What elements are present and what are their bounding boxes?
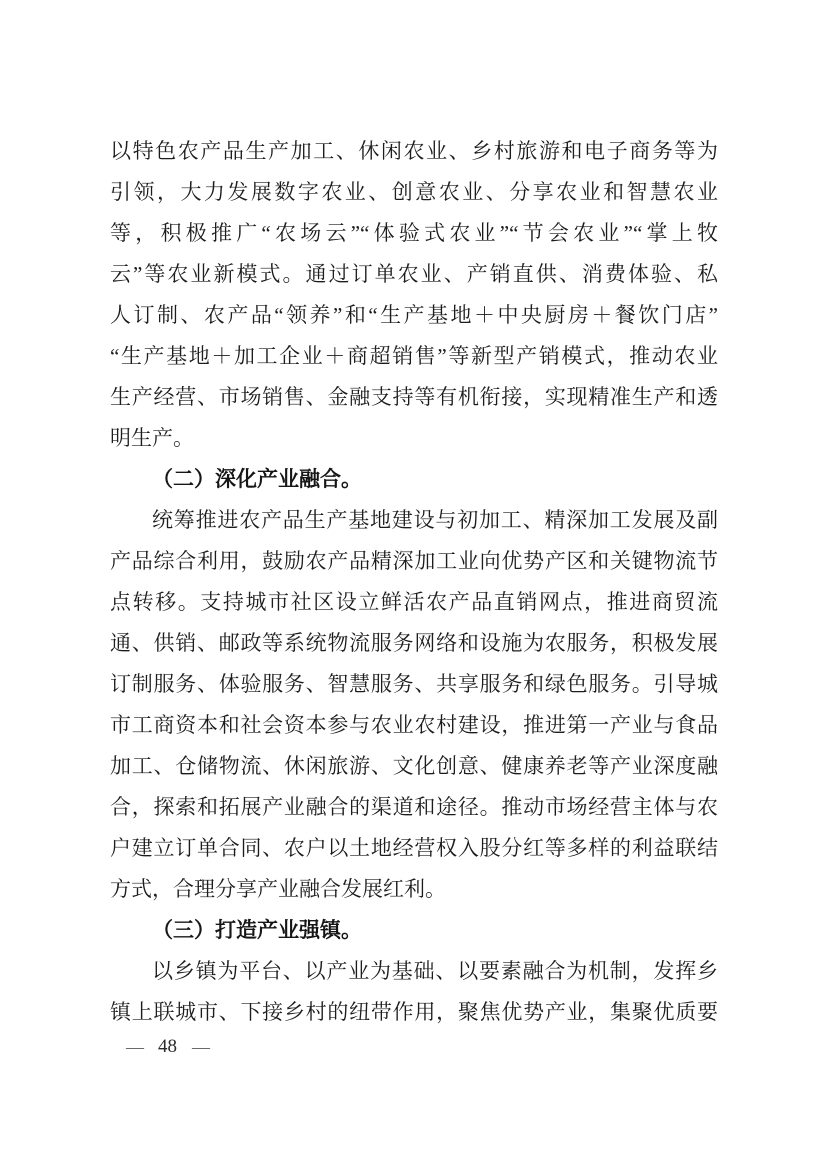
text-line: 通、供销、邮政等系统物流服务网络和设施为农服务，积极发展 — [110, 631, 718, 655]
text-line: 等，积极推广“农场云”“体验式农业”“节会农业”“掌上牧 — [110, 221, 718, 245]
section-heading: （二）深化产业融合。 — [152, 467, 362, 491]
section-heading: （三）打造产业强镇。 — [152, 918, 362, 942]
text-line: 方式，合理分享产业融合发展红利。 — [110, 877, 446, 901]
text-line: 合，探索和拓展产业融合的渠道和途径。推动市场经营主体与农 — [110, 795, 718, 819]
page-number-dash-right: — — [192, 1036, 209, 1057]
text-line: 以乡镇为平台、以产业为基础、以要素融合为机制，发挥乡 — [152, 959, 718, 983]
text-line: 生产经营、市场销售、金融支持等有机衔接，实现精准生产和透 — [110, 385, 718, 409]
text-line: 加工、仓储物流、休闲旅游、文化创意、健康养老等产业深度融 — [110, 754, 718, 778]
text-line: 人订制、农产品“领养”和“生产基地＋中央厨房＋餐饮门店” — [110, 303, 718, 327]
text-line: 统筹推进农产品生产基地建设与初加工、精深加工发展及副 — [152, 508, 718, 532]
text-line: 镇上联城市、下接乡村的纽带作用，聚焦优势产业，集聚优质要 — [110, 1000, 718, 1024]
text-line: 户建立订单合同、农户以土地经营权入股分红等多样的利益联结 — [110, 836, 718, 860]
page-number-value: 48 — [158, 1036, 177, 1057]
text-line: “生产基地＋加工企业＋商超销售”等新型产销模式，推动农业 — [110, 344, 718, 368]
text-line: 产品综合利用，鼓励农产品精深加工业向优势产区和关键物流节 — [110, 549, 718, 573]
text-line: 市工商资本和社会资本参与农业农村建设，推进第一产业与食品 — [110, 713, 718, 737]
text-line: 云”等农业新模式。通过订单农业、产销直供、消费体验、私 — [110, 262, 718, 286]
page-number-dash-left: — — [126, 1036, 143, 1057]
document-body — [110, 131, 718, 1033]
text-line: 订制服务、体验服务、智慧服务、共享服务和绿色服务。引导城 — [110, 672, 718, 696]
page-number — [126, 1036, 209, 1058]
text-line: 引领，大力发展数字农业、创意农业、分享农业和智慧农业 — [110, 180, 718, 204]
text-line: 以特色农产品生产加工、休闲农业、乡村旅游和电子商务等为 — [110, 139, 718, 163]
text-line: 明生产。 — [110, 426, 194, 450]
text-line: 点转移。支持城市社区设立鲜活农产品直销网点，推进商贸流 — [110, 590, 718, 614]
